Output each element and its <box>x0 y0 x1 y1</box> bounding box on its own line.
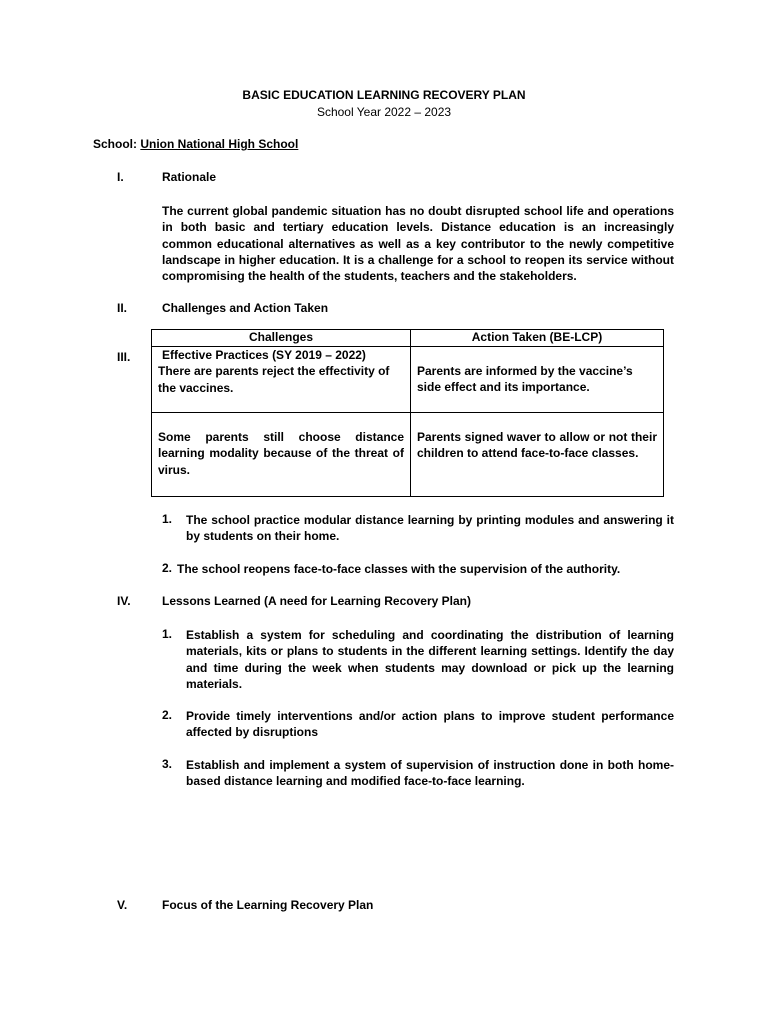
header-challenges: Challenges <box>152 330 411 347</box>
practice-1-text: The school practice modular distance learning by printing modules and answering it by students on their home. <box>186 513 674 544</box>
lesson-1-marker: 1. <box>162 627 173 641</box>
practice-2-text: The school reopens face-to-face classes with the supervision of the authority. <box>177 562 621 576</box>
challenge-cell: Some parents still choose distance learning modality because of the threat of virus. <box>152 413 411 497</box>
practice-2-marker: 2. <box>162 561 173 575</box>
section-3-number: III. <box>117 350 131 364</box>
action-cell: Parents are informed by the vaccine’s side effect and its importance. <box>411 347 664 413</box>
section-4-heading: Lessons Learned (A need for Learning Recovery Plan) <box>162 594 471 608</box>
section-2-number: II. <box>117 301 128 315</box>
lesson-3-marker: 3. <box>162 757 173 771</box>
section-2-heading: Challenges and Action Taken <box>162 301 329 315</box>
challenges-table <box>151 329 664 497</box>
header-action-taken: Action Taken (BE-LCP) <box>411 330 664 347</box>
section-1-body: The current global pandemic situation has no doubt disrupted school life and operations in both basic and tertiary education levels. Distance education is an increasingly common educational alternatives as well as a key contributor to the newly competitive landscape in higher education. It is a challenge for a school to reopen its service without compromising the health of the students, teachers and the stakeholders. <box>162 204 674 284</box>
lesson-2-marker: 2. <box>162 708 173 722</box>
school-name: Union National High School <box>140 137 299 151</box>
section-1-heading: Rationale <box>162 170 217 184</box>
section-5-heading: Focus of the Learning Recovery Plan <box>162 898 374 912</box>
section-1-number: I. <box>117 170 124 184</box>
practice-1-marker: 1. <box>162 512 173 526</box>
document-subtitle: School Year 2022 – 2023 <box>316 105 452 119</box>
lesson-2-text: Provide timely interventions and/or action plans to improve student performance affected by disruptions <box>186 709 674 740</box>
school-label: School: <box>93 137 137 151</box>
school-line <box>93 137 298 151</box>
challenge-text: There are parents reject the effectivity of the vaccines. <box>158 364 390 395</box>
section-3-heading: Effective Practices (SY 2019 – 2022) <box>162 348 366 362</box>
table-row <box>152 347 664 413</box>
table-row <box>152 413 664 497</box>
lesson-1-text: Establish a system for scheduling and coordinating the distribution of learning materials, kits or plans to students in the different learning settings. Identify the day and time during the week when students may download or pick up the learning materials. <box>186 628 674 691</box>
action-cell: Parents signed waver to allow or not their children to attend face-to-face classes. <box>411 413 664 497</box>
table-header-row <box>152 330 664 347</box>
document-title: BASIC EDUCATION LEARNING RECOVERY PLAN <box>242 88 526 102</box>
section-4-number: IV. <box>117 594 131 608</box>
section-5-number: V. <box>117 898 128 912</box>
lesson-3-text: Establish and implement a system of supervision of instruction done in both home-based distance learning and modified face-to-face learning. <box>186 758 674 789</box>
challenge-cell <box>152 347 411 413</box>
